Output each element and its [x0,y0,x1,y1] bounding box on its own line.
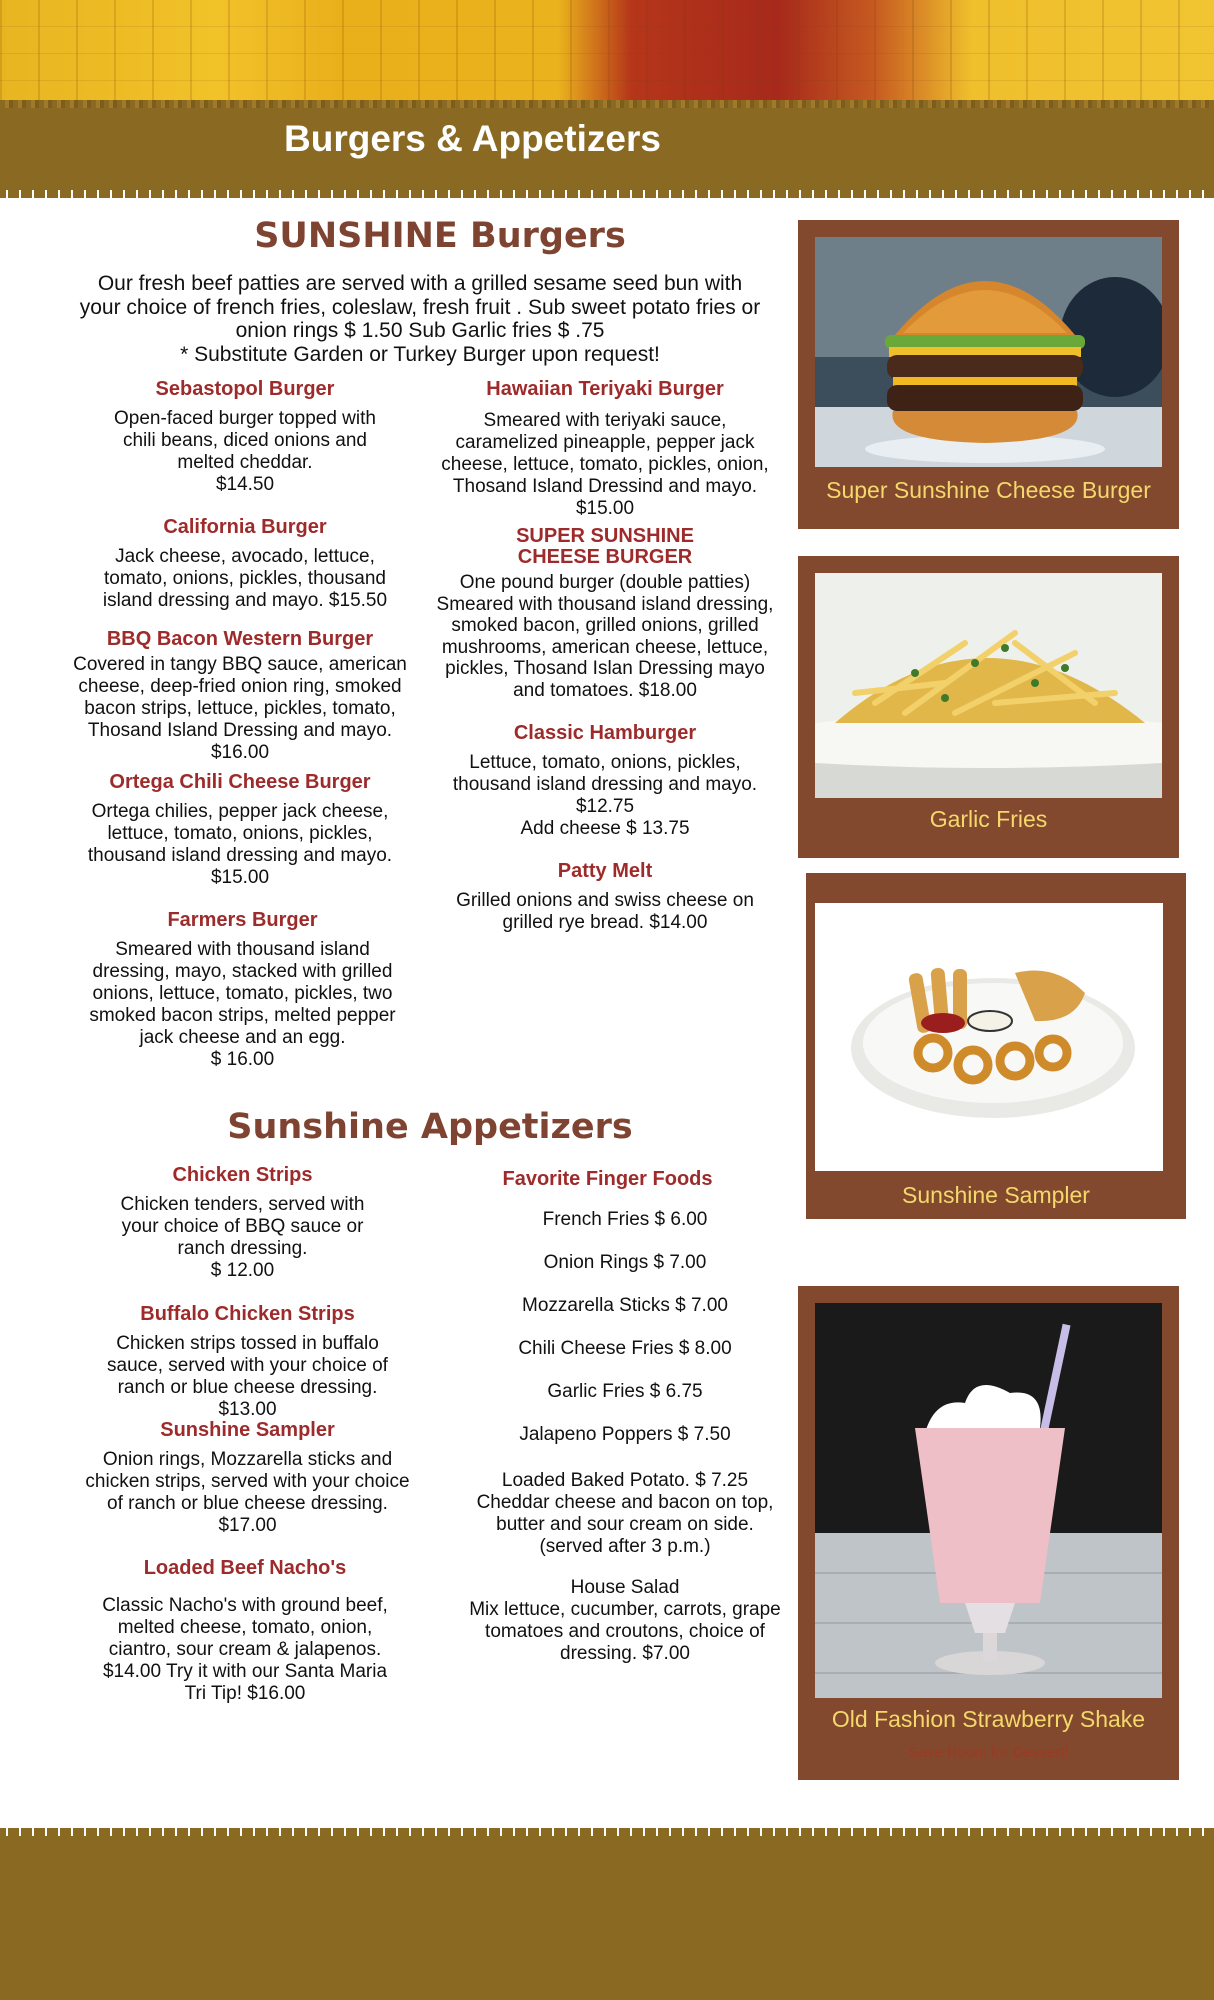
appetizers-section-title: Sunshine Appetizers [227,1107,633,1147]
item-name: Ortega Chili Cheese Burger [109,771,371,793]
menu-item-hawaiian-teriyaki-burger [430,378,780,520]
item-description: Smeared with teriyaki sauce, caramelized pineapple, pepper jack cheese, lettuce, tomato, pickles, onion, Thosand Island Dressind and mayo. $15.00 [441,410,769,519]
finger-food-item: Onion Rings $ 7.00 [543,1252,707,1273]
menu-item-farmers-burger [60,909,425,1071]
garlic-fries-image [815,573,1162,798]
burgers-intro [72,272,768,366]
sampler-photo [815,903,1163,1171]
item-name: Buffalo Chicken Strips [140,1303,355,1325]
menu-item-patty-melt [430,860,780,934]
sampler-image [815,903,1163,1171]
item-description: One pound burger (double patties) Smeared with thousand island dressing, smoked bacon, grilled onions, grilled mushrooms, american cheese, lettuce, pickles, Thosand Islan Dressing mayo and tomatoes. $18.00 [436,572,774,701]
item-description: Chicken strips tossed in buffalo sauce, served with your choice of ranch or blue cheese dressing. $13.00 [107,1333,388,1420]
burger-photo [815,237,1162,467]
footer-band [0,1832,1214,2000]
photo-caption: Sunshine Sampler [902,1182,1090,1208]
menu-item-buffalo-chicken-strips [70,1303,425,1421]
finger-foods-heading: Favorite Finger Foods [502,1168,713,1190]
item-name: Sunshine Sampler [160,1419,335,1441]
menu-item-classic-hamburger [430,722,780,840]
item-description: Onion rings, Mozzarella sticks and chicken strips, served with your choice of ranch or blue cheese dressing. $17.00 [85,1449,410,1536]
finger-food-item: Mozzarella Sticks $ 7.00 [522,1295,728,1316]
intro-line: onion rings $ 1.50 Sub Garlic fries $ .75 [235,319,605,342]
menu-item-ortega-chili-cheese-burger [60,771,420,889]
menu-item-california-burger [60,516,430,612]
menu-item-loaded-beef-nachos [80,1557,410,1705]
item-name: Loaded Beef Nacho's [143,1557,347,1579]
intro-line: your choice of french fries, coleslaw, fresh fruit . Sub sweet potato fries or [79,295,761,319]
menu-item-sebastopol-burger [70,378,420,496]
item-description: Ortega chilies, pepper jack cheese, lettuce, tomato, onions, pickles, thousand island dressing and mayo. $15.00 [87,801,393,888]
item-name: Chicken Strips [172,1164,313,1186]
finger-food-item: Chili Cheese Fries $ 8.00 [518,1338,732,1359]
item-description: Jack cheese, avocado, lettuce, tomato, onions, pickles, thousand island dressing and mayo. $15.50 [102,546,388,611]
menu-item-super-sunshine-cheese-burger [430,526,780,701]
photo-caption: Garlic Fries [929,806,1048,832]
item-description: Grilled onions and swiss cheese on grilled rye bread. $14.00 [456,890,754,933]
finger-food-item: Jalapeno Poppers $ 7.50 [519,1424,731,1445]
item-name: Hawaiian Teriyaki Burger [486,378,724,400]
photo-caption: Super Sunshine Cheese Burger [826,477,1151,503]
loaded-baked-potato: Loaded Baked Potato. $ 7.25 Cheddar cheese and bacon on top, butter and sour cream on side. (served after 3 p.m.) [476,1470,774,1557]
photo-card-shake [798,1286,1179,1780]
item-description: Open-faced burger topped with chili beans, diced onions and melted cheddar. $14.50 [114,408,376,495]
menu-item-sunshine-sampler [60,1419,435,1537]
item-description: Smeared with thousand island dressing, mayo, stacked with grilled onions, lettuce, tomato, pickles, two smoked bacon strips, melted pepper jack cheese and an egg. $ 16.00 [89,939,396,1070]
item-name: SUPER SUNSHINE CHEESE BURGER [516,525,694,568]
item-name: California Burger [163,516,327,538]
item-name: Farmers Burger [167,909,318,931]
item-description: Chicken tenders, served with your choice of BBQ sauce or ranch dressing. $ 12.00 [120,1194,365,1281]
finger-food-item: Garlic Fries $ 6.75 [547,1381,703,1402]
item-name: Patty Melt [557,860,653,882]
photo-card-sampler [806,873,1186,1219]
intro-line: Our fresh beef patties are served with a grilled sesame seed bun with [97,272,743,295]
item-description: Covered in tangy BBQ sauce, american cheese, deep-fried onion ring, smoked bacon strips, lettuce, pickles, tomato, Thosand Island Dressing and mayo. $16.00 [73,654,407,763]
burgers-section-title: SUNSHINE Burgers [254,216,626,256]
finger-food-item: French Fries $ 6.00 [542,1209,708,1230]
garlic-fries-photo [815,573,1162,798]
item-description: Classic Nacho's with ground beef, melted cheese, tomato, onion, ciantro, sour cream & jalapenos. $14.00 Try it with our Santa Maria Tri Tip! $16.00 [102,1595,388,1704]
photo-card-garlic-fries [798,556,1179,858]
page-title: Burgers & Appetizers [284,118,661,159]
photo-caption: Old Fashion Strawberry Shake [831,1706,1146,1732]
menu-item-bbq-bacon-western-burger [60,628,420,764]
header-artwork [0,0,1214,108]
shake-photo [815,1303,1162,1698]
item-name: Classic Hamburger [513,722,697,744]
item-description: Lettuce, tomato, onions, pickles, thousand island dressing and mayo. $12.75 Add cheese $ 13.75 [452,752,758,839]
intro-line: * Substitute Garden or Turkey Burger upon request! [180,342,660,366]
item-name: Sebastopol Burger [155,378,335,400]
photo-sub-caption: Save Room for Dessert! [908,1744,1069,1761]
house-salad: House Salad Mix lettuce, cucumber, carrots, grape tomatoes and croutons, choice of dressing. $7.00 [469,1577,781,1664]
photo-card-burger [798,220,1179,529]
shake-image [815,1303,1162,1698]
menu-item-chicken-strips [70,1164,415,1282]
item-name: BBQ Bacon Western Burger [106,628,374,650]
burger-image [815,237,1162,467]
